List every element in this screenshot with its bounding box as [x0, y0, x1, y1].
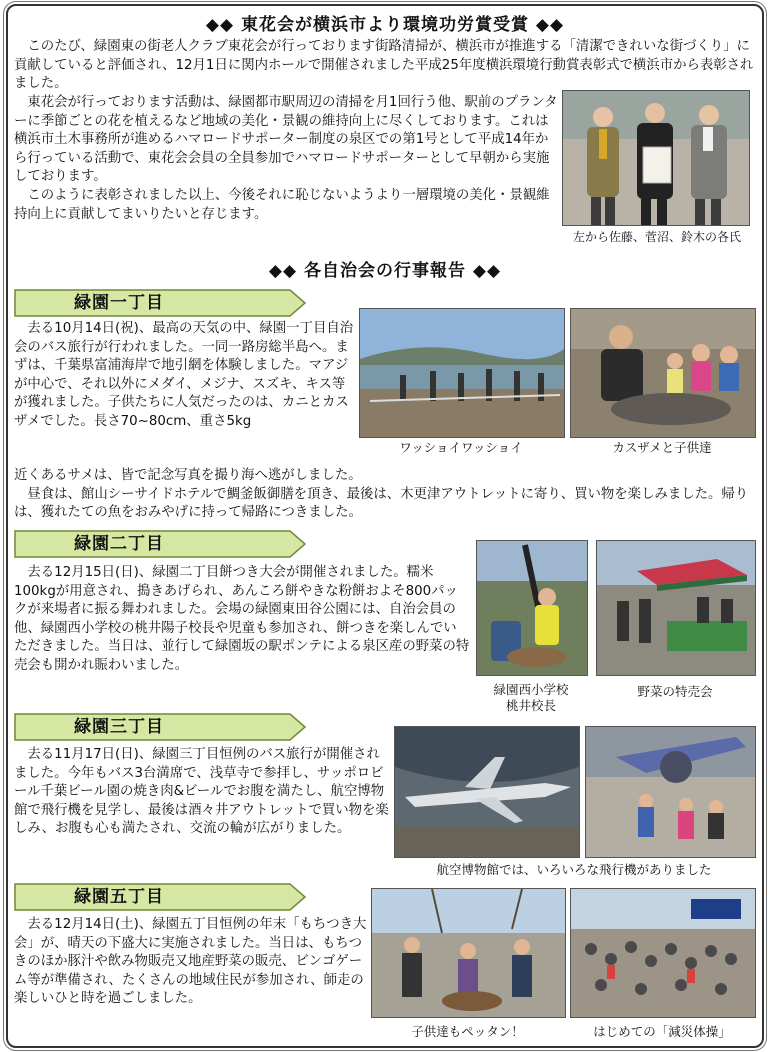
award-paragraph-1: このたび、緑園東の街老人クラブ東花会が行っております街路清掃が、横浜市が推進する「清潔できれいな街づくり」に貢献していると評価され、12月1日に関内ホールで開催されました平成25年度横浜環境行動賞表彰式で横浜市から表彰されました。	[14, 39, 754, 92]
disaster-exercise-photo	[570, 888, 756, 1018]
section-3-banner	[14, 713, 306, 741]
section-2-heading: 緑園二丁目	[74, 534, 164, 554]
section-3-heading: 緑園三丁目	[74, 717, 164, 737]
section-2-caption-line-2: 桃井校長	[505, 698, 556, 713]
section-2-caption-line-1: 緑園西小学校	[493, 682, 569, 697]
section-2-caption-1	[474, 682, 588, 714]
section-1-paragraph-1: 去る10月14日(祝)、最高の天気の中、緑園一丁目自治会のバス旅行が行われました。一同一路房総半島へ。まずは、千葉県富浦海岸で地引網を体験しました。マアジが中心で、それ以外にメダイ、メジナ、スズキ、キス等が獲れました。子供たちに人気だったのは、カニとカスザメでした。長さ70~80cm、重さ5kg	[14, 321, 354, 429]
section-1-banner	[14, 289, 306, 317]
section-1-heading: 緑園一丁目	[74, 293, 164, 313]
section-3-body	[14, 746, 390, 839]
award-title: ◆◆ 東花会が横浜市より環境功労賞受賞 ◆◆	[205, 15, 565, 35]
aviation-museum-photo-1	[394, 726, 580, 858]
aviation-museum-photo-2	[585, 726, 756, 858]
section-1-caption-1: ワッショイワッショイ	[399, 440, 523, 455]
section-1-paragraph-2: 近くあるサメは、皆で記念写真を撮り海へ逃がしました。	[14, 468, 362, 483]
award-paragraph-2: 東花会が行っております活動は、緑園都市駅周辺の清掃を月1回行う他、駅前のプランターに季節ごとの花を植えるなど地域の美化・景観の維持向上に尽くしております。これは横浜市土木事務所が進めるハマロードサポーター制度の泉区での第1号として平成14年から行っている活動で、東花会会員の全員参加でハマロードサポーターとして早朝から実施しております。	[14, 95, 558, 185]
section-5-paragraph-1: 去る12月14日(土)、緑園五丁目恒例の年末「もちつき大会」が、晴天の下盛大に実施されました。当日は、もちつきのほか豚汁や飲み物販売又地産野菜の販売、ビンゴゲーム等が準備され、たくさんの地域住民が参加され、師走の楽しいひと時を過ごしました。	[14, 917, 367, 1007]
section-1-caption-2: カスザメと子供達	[612, 440, 712, 455]
beach-net-photo	[359, 308, 565, 438]
section-2-caption-2: 野菜の特売会	[637, 684, 713, 699]
section-5-banner	[14, 883, 306, 911]
award-photo	[562, 90, 750, 226]
section-2-paragraph-1: 去る12月15日(日)、緑園二丁目餅つき大会が開催されました。糯米100kgが用意され、搗きあげられ、あんころ餅やきな粉餅およそ800パックが来場者に振る舞われました。会場の緑園東田谷公園には、自治会員の他、緑園西小学校の桃井陽子校長や児童も参加され、餅つきを楽しんでいただきました。当日は、並行して緑園坂の駅ポンテによる泉区産の野菜の特売会も開かれ賑わいました。	[14, 565, 470, 673]
award-body-full	[14, 38, 756, 94]
children-mochi-photo	[371, 888, 566, 1018]
mochi-principal-photo	[476, 540, 588, 676]
vegetable-sale-photo	[596, 540, 756, 676]
award-paragraph-3: このように表彰されました以上、今後それに恥じないようより一層環境の美化・景観維持向上に貢献してまいりたいと存じます。	[14, 187, 550, 222]
section-2-body	[14, 564, 470, 676]
award-photo-caption: 左から佐藤、菅沼、鈴木の各氏	[572, 230, 741, 244]
section-3-caption: 航空博物館では、いろいろな飛行機がありました	[436, 862, 712, 877]
section-5-heading: 緑園五丁目	[74, 887, 164, 907]
shark-children-photo	[570, 308, 756, 438]
section-1-body-full	[14, 467, 756, 523]
section-1-paragraph-3: 昼食は、館山シーサイドホテルで鯛釜飯御膳を頂き、最後は、木更津アウトレットに寄り、買い物を楽しみました。帰りは、獲れたての魚をおみやげに持って帰路につきました。	[14, 486, 749, 521]
section-5-body	[14, 916, 368, 1009]
section-1-body	[14, 320, 354, 432]
section-5-caption-2: はじめての「減災体操」	[593, 1024, 731, 1039]
award-body	[14, 94, 558, 224]
section-3-paragraph-1: 去る11月17日(日)、緑園三丁目恒例のバス旅行が開催されました。今年もバス3台満席で、浅草寺で参拝し、サッポロビール千葉ビール園の焼き肉&ビールでお腹を満たし、航空博物館で飛行機を見学し、最後は酒々井アウトレットで買い物を楽しみ、お腹も心も満たされ、交流の輪が広がりました。	[14, 747, 389, 837]
reports-title: ◆◆ 各自治会の行事報告 ◆◆	[268, 261, 502, 281]
section-2-banner	[14, 530, 306, 558]
section-5-caption-1: 子供達もペッタン！	[411, 1024, 524, 1039]
